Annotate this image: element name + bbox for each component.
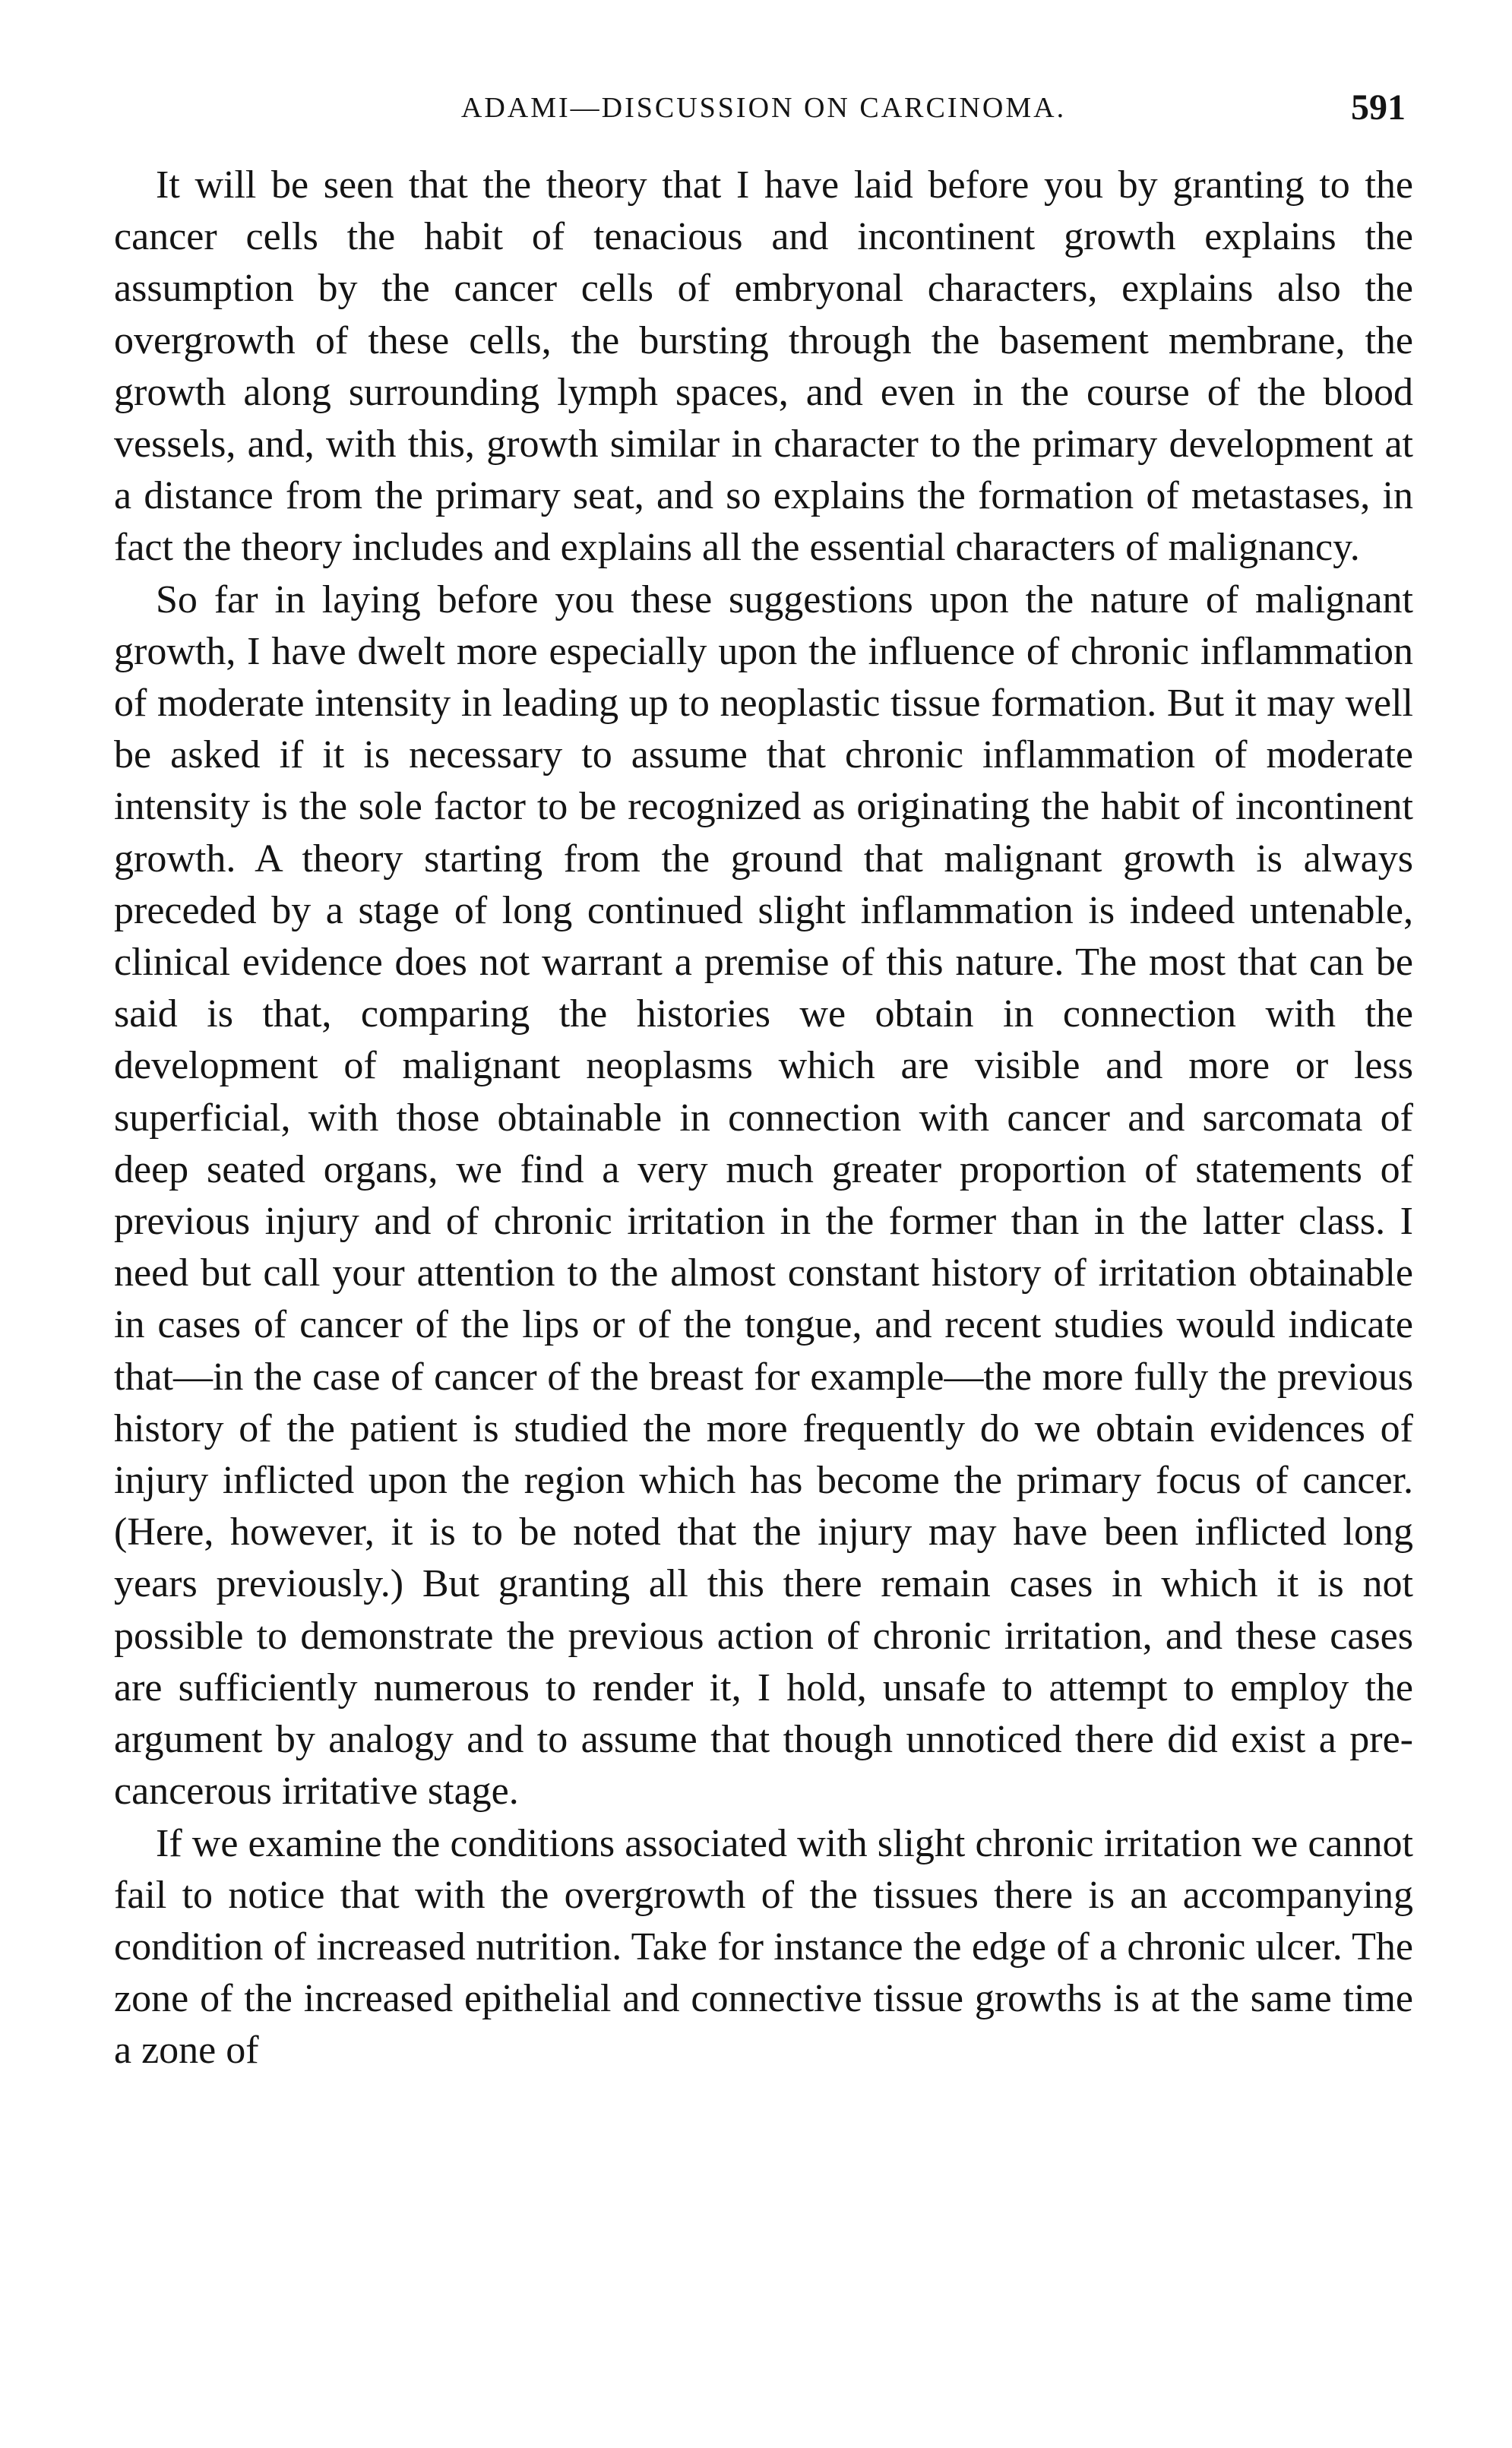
document-page bbox=[114, 84, 1413, 2077]
paragraph-1: It will be seen that the theory that I have laid before you by granting to the cancer cells the habit of tenacious and incontinent growth explains the assumption by the cancer cells of embryonal characters, explains also the overgrowth of these cells, the bursting through the basement membrane, the growth along surrounding lymph spaces, and even in the course of the blood vessels, and, with this, growth similar in character to the primary development at a distance from the primary seat, and so explains the formation of metastases, in fact the theory includes and explains all the essential characters of malignancy. bbox=[114, 163, 1413, 570]
paragraph-2: So far in laying before you these suggestions upon the nature of malignant growth, I have dwelt more especially upon the influence of chronic inflammation of moderate intensity in leading up to neoplastic tissue formation. But it may well be asked if it is necessary to assume that chronic inflammation of moderate intensity is the sole factor to be recognized as originating the habit of incontinent growth. A theory starting from the ground that malignant growth is always preceded by a stage of long continued slight inflammation is indeed untenable, clinical evidence does not warrant a premise of this nature. The most that can be said is that, comparing the histories we obtain in connection with the development of malignant neoplasms which are visible and more or less superficial, with those obtainable in connection with cancer and sarcomata of deep seated organs, we find a very much greater proportion of statements of previous injury and of chronic irritation in the former than in the latter class. I need but call your attention to the almost constant history of irritation obtainable in cases of cancer of the lips or of the tongue, and recent studies would indicate that—in the case of cancer of the breast for example—the more fully the previous history of the patient is studied the more frequently do we obtain evidences of injury inflicted upon the region which has become the primary focus of cancer. (Here, however, it is to be noted that the injury may have been inflicted long years previously.) But granting all this there remain cases in which it is not possible to demonstrate the previous action of chronic irritation, and these cases are sufficiently numerous to render it, I hold, unsafe to attempt to employ the argument by analogy and to assume that though unnoticed there did exist a pre-cancerous irritative stage. bbox=[114, 577, 1413, 1814]
paragraph-3: If we examine the conditions associated with slight chronic irritation we cannot fail to notice that with the overgrowth of the tissues there is an accompanying condition of increased nutrition. Take for instance the edge of a chronic ulcer. The zone of the increased epithelial and connective tissue growths is at the same time a zone of bbox=[114, 1821, 1413, 2073]
running-head bbox=[114, 84, 1413, 137]
body-text bbox=[114, 160, 1413, 2077]
page-number: 591 bbox=[1351, 87, 1406, 128]
running-title: ADAMI—DISCUSSION ON CARCINOMA. bbox=[460, 92, 1067, 124]
